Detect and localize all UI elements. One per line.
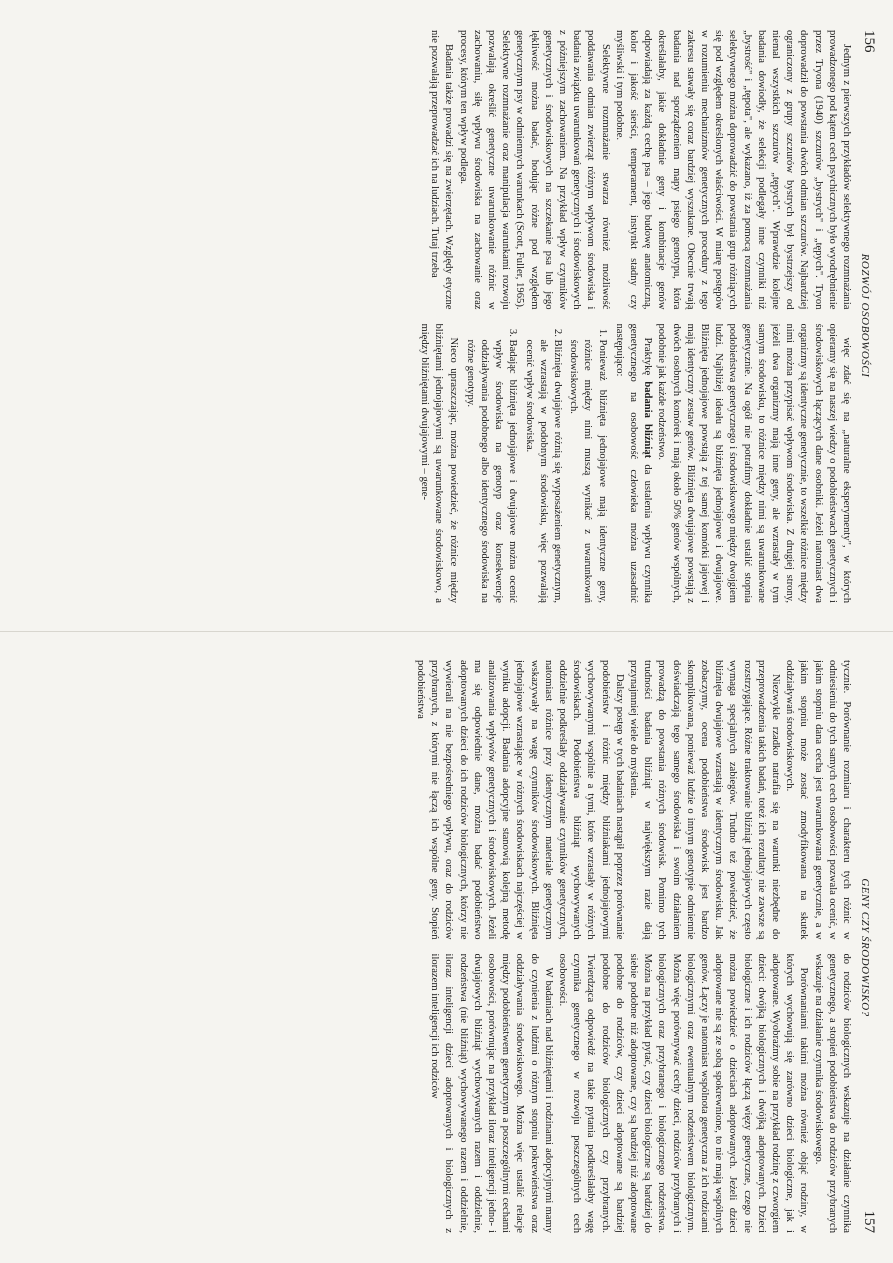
text-column <box>20 954 853 1234</box>
running-head: ROZWÓJ OSOBOWOŚCI <box>859 253 871 378</box>
text-column <box>20 30 853 310</box>
text-column <box>20 324 853 604</box>
right-page <box>0 632 893 1263</box>
text-span: Praktykę <box>642 337 654 382</box>
paragraph: Dalszy postęp w tych badaniach nastąpił poprzez porównanie podobieństw i różnic między bliźniakami jednojajowymi wychowywanymi wspólnie a tymi, które wzrastały w różnych środowiskach. Podobieństwa bliźniąt wychowywanych oddzielnie podkreślały oddziaływanie czynników genetycznych, natomiast różnice przy identycznym materiale genetycznym wskazywały na wagę czynników środowiskowych. Bliźnięta jednojajowe wzrastające w różnych środowiskach najczęściej w wyniku adopcji. Badania adopcyjne stanowią kolejną metodę analizowania wpływów genetycznych i środowiskowych. Jeżeli ma się odpowiednie dane, można badać podobieństwo adoptowanych dzieci do ich rodziców biologicznych, którzy nie wywierali na nie bezpośredniego wpływu, oraz do rodziców przybranych, z którymi nie łączą ich wspólne geny. Stopień podobieństwa <box>414 660 625 940</box>
paragraph: W badaniach nad bliźniętami i rodzinami adopcyjnymi mamy do czynienia z ludźmi o różnym stopniu pokrewieństwa oraz oddziaływania środowiskowego. Można więc ustalić relacje między podobieństwem genetycznym a poszczególnymi cechami osobowości, porównując na przykład iloraz inteligencji jedno- i dwujajowych bliźniąt wychowywanych razem i oddzielnie, rodzeństwa (nie bliźniąt) wychowywanego razem i oddzielnie, iloraz inteligencji dzieci adoptowanych i biologicznych z ilorazem inteligencji ich rodziców <box>429 953 554 1233</box>
text-column <box>20 660 853 940</box>
paragraph: Jednym z pierwszych przykładów selektywnego rozmnażania prowadzonego pod kątem cech psychicznych było wyodrębnienie przez Tryona (1940) szczurów „bystrych" i „tępych". Tryon doprowadził do powstania dwóch odmian szczurów. Najbardziej ograniczony z grupy szczurów bystrych był bystrzejszy od niemal wszystkich szczurów „tępych". Wprawdzie kolejne badania dowiodły, że selekcji podlegały inne czynniki niż „bystrość" i „tępota", ale wykazano, iż za pomocą rozmnażania selektywnego można doprowadzić do powstania grup różniących się pod względem określonych właściwości. W miarę postępów w rozumieniu mechanizmów genetycznych procedury z tego zakresu stawały się coraz bardziej wyszukane. Obecnie trwają badania nad sporządzeniem mapy psiego genotypu, która określałaby, jakie dokładnie geny i kombinacje genów odpowiadają za każdą cechę psa – jego budowę anatomiczną, kolor i jakość sierści, temperament, instynkt stadny czy myśliwski i tym podobne. <box>613 30 852 310</box>
page-number: 156 <box>861 30 877 53</box>
text-span: da ustalenia wpływu czynnika genetycznego na osobowość człowieka można uzasadnić następująco: <box>613 323 654 603</box>
paragraph: Porównaniami takimi można również objąć rodziny, w których wychowują się zarówno dzieci biologiczne, jak i adoptowane. Wyobraźmy sobie na przykład rodzinę z czworgiem dzieci: dwójką biologicznych i dwójką adoptowanych. Dzieci biologiczne i ich rodziców łączą więzy genetyczne, czego nie można powiedzieć o dzieciach adoptowanych. Jeżeli dzieci adoptowane nie są ze sobą spokrewnione, to nie mają wspólnych genów. Łączy je natomiast wspólnota genetyczna z ich rodzicami biologicznymi oraz ewentualnym rodzeństwem biologicznym. Można więc porównywać cechy dzieci, rodziców przybranych i biologicznych oraz przybranego i biologicznego rodzeństwa. Można na przykład pytać, czy dzieci biologiczne są bardziej do siebie podobne niż adoptowane, czy są bardziej niż adoptowane podobne do rodziców, czy dzieci adoptowane są bardziej podobne do rodziców biologicznych czy przybranych. Twierdząca odpowiedź na takie pytania podkreślałaby wagę czynnika genetycznego w rozwoju poszczególnych cech osobowości. <box>556 953 810 1233</box>
page-number: 157 <box>861 1210 877 1233</box>
list-item: 3. Badając bliźnięta jednojajowe i dwujajowe można ocenić wpływ środowiska na genotyp oraz konsekwencje oddziaływania podobnego albo identycznego środowiska na różne genotypy. <box>463 340 520 604</box>
paragraph: tycznie. Porównanie rozmiaru i charakteru tych różnic w odniesieniu do tych samych cech osobowości pozwala ocenić, w jakim stopniu dana cecha jest uwarunkowana genetycznie, a w jakim stopniu może zostać zmodyfikowana na skutek oddziaływań środowiskowych. <box>784 660 852 940</box>
numbered-list <box>463 324 609 604</box>
paragraph: Badania także prowadzi się na zwierzętach. Względy etyczne nie pozwalają przeprowadzać ich na ludziach. Tutaj trzeba <box>429 30 455 310</box>
bold-term: badania bliźniąt <box>642 381 654 459</box>
paragraph: Nieco upraszczając, można powiedzieć, że różnice między bliźniętami jednojajowymi są uwarunkowane środowiskowo, a między bliźniętami dwujajowymi – gene- <box>419 323 459 603</box>
left-page <box>0 0 893 631</box>
paragraph: Selektywne rozmnażanie stwarza również możliwość poddawania odmian zwierząt różnym wpływom środowiska i badania związku uwarunkowań genetycznych i środowiskowych z późniejszym zachowaniem. Na przykład wpływ czynników genetycznych i środowiskowych na szczekanie psa lub jego lękliwość można badać, hodując różne pod względem genetycznym psy w odmiennych warunkach (Scott, Fuller, 1965). Selektywne rozmnażanie oraz manipulacja warunkami rozwoju pozwalają określić genetyczne uwarunkowanie różnic w zachowaniu, siłę wpływu środowiska na zachowanie oraz procesy, którym ten wpływ podlega. <box>457 30 611 310</box>
running-head: GENY CZY ŚRODOWISKO? <box>859 878 871 1017</box>
list-item: 2. Bliźnięta dwujajowe różnią się wyposażeniem genetycznym, ale wzrastają w podobnym środowisku, więc pozwalają ocenić wpływ środowiska. <box>521 340 564 604</box>
list-item: 1. Ponieważ bliźnięta jednojajowe mają identyczne geny, różnice między nimi muszą wynikać z uwarunkowań środowiskowych. <box>566 340 609 604</box>
paragraph <box>612 324 655 604</box>
paragraph: więc zdać się na „naturalne eksperymenty", w których opieramy się na naszej wiedzy o podobieństwach genetycznych i środowiskowych łączących dane osobniki. Jeżeli natomiast dwa organizmy są identyczne genetycznie, to wszelkie różnice między nimi można przypisać wpływom środowiska. Z drugiej strony, jeżeli dwa organizmy mają inne geny, ale wzrastały w tym samym środowisku, to różnice między nimi są uwarunkowane genetycznie. Na ogół nie potrafimy dokładnie ustalić stopnia podobieństwa genetycznego i środowiskowego między dwojgiem ludzi. Najbliżej ideału są bliźnięta jednojajowe i dwujajowe. Bliźnięta jednojajowe powstają z tej samej komórki jajowej i mają identyczny zestaw genów. Bliźnięta dwujajowe powstają z dwóch osobnych komórek i mają około 50% genów wspólnych, podobnie jak każde rodzeństwo. <box>656 323 852 603</box>
paragraph: do rodziców biologicznych wskazuje na działanie czynnika genetycznego, a stopień podobieństwa do rodziców przybranych wskazuje na działanie czynnika środowiskowego. <box>812 953 852 1233</box>
paragraph: Niezwykle rzadko natrafia się na warunki niezbędne do przeprowadzenia takich badań, toteż ich rezultaty nie zawsze są rozstrzygające. Różne traktowanie bliźniąt jednojajowych często wymaga specjalnych zabiegów. Trudno też powiedzieć, że bliźnięta dwujajowe wzrastają w identycznym środowisku. Jak zobaczymy, ocena podobieństwa środowisk jest bardzo skomplikowana, ponieważ ludzie o innym genotypie odmiennie doświadczają tego samego środowiska i swoim działaniem prowadzą do powstania różnych środowisk. Pomimo tych trudności badania bliźniąt w największym razie dają przynajmniej wiele do myślenia. <box>627 660 781 940</box>
